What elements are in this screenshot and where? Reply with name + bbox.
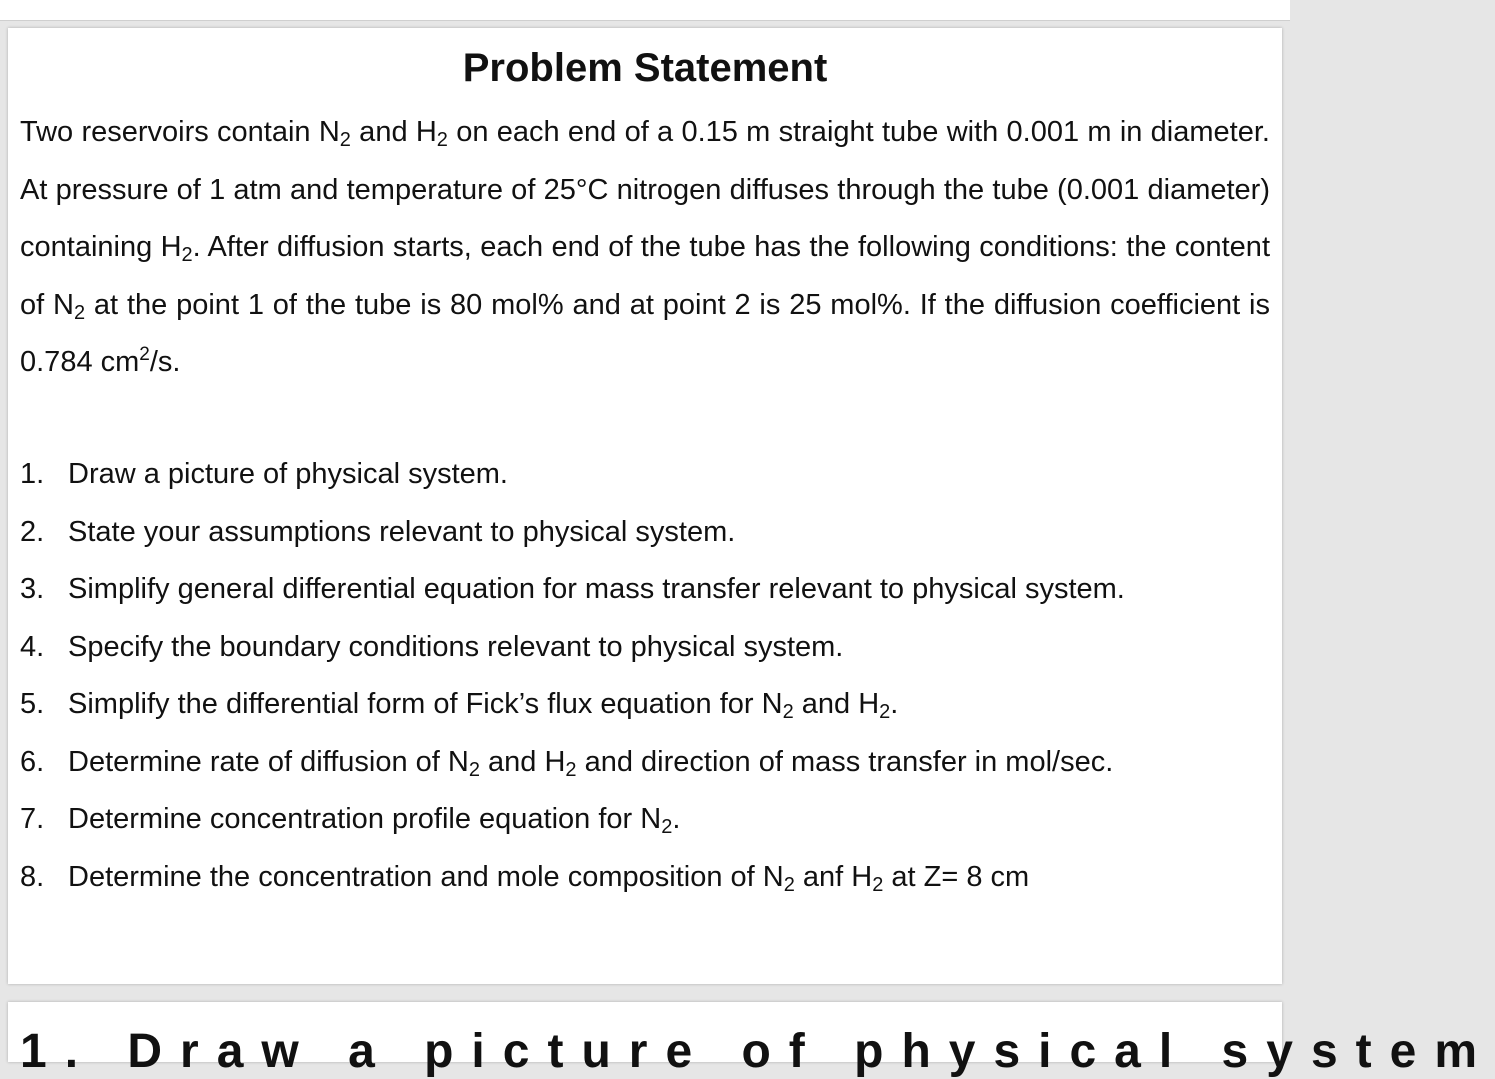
- list-number: 8.: [20, 860, 45, 893]
- para-text: and H: [350, 116, 437, 148]
- list-number: 7.: [20, 803, 45, 835]
- list-number: 4.: [20, 630, 45, 663]
- page-title: Problem Statement: [462, 46, 828, 90]
- para-text: Two reservoirs contain N: [20, 116, 340, 148]
- list-text-part: .: [890, 688, 899, 720]
- list-number: 3.: [20, 573, 45, 605]
- list-text-part: .: [672, 803, 681, 835]
- para-subscript: 2: [73, 301, 86, 324]
- viewer-top-bar: [0, 0, 1290, 21]
- list-text: [68, 791, 680, 849]
- steps-list: [20, 446, 1270, 906]
- list-subscript: 2: [565, 758, 577, 781]
- list-text-part: Determine rate of diffusion of N: [68, 745, 469, 778]
- list-text-part: anf H: [794, 860, 873, 893]
- list-text-part: Determine the concentration and mole composition of N: [68, 860, 784, 893]
- list-subscript: 2: [468, 758, 480, 781]
- list-subscript: 2: [661, 816, 673, 838]
- list-text-part: and H: [479, 745, 566, 778]
- list-number: 1.: [20, 458, 45, 490]
- next-page-heading-partial: 1. Draw a picture of physical system: [20, 1025, 1495, 1078]
- list-text-part: and direction of mass transfer in mol/sec.: [576, 745, 1114, 778]
- problem-paragraph: [20, 104, 1270, 392]
- list-item: [20, 734, 1270, 792]
- list-number: 6.: [20, 745, 45, 778]
- list-text-part: Determine concentration profile equation for N: [68, 803, 662, 835]
- document-page: [8, 28, 1282, 984]
- list-number: 5.: [20, 688, 45, 720]
- list-text: State your assumptions relevant to physical system.: [68, 515, 736, 548]
- para-subscript: 2: [181, 244, 193, 266]
- para-text: at the point 1 of the tube is 80 mol% and at point 2 is 25 mol%. If the diffusion coefficient is 0.784 cm: [20, 288, 1270, 378]
- list-text: [68, 734, 1113, 792]
- para-subscript: 2: [436, 129, 448, 151]
- list-subscript: 2: [879, 701, 891, 723]
- list-text-part: at Z= 8 cm: [883, 860, 1030, 893]
- para-text: /s.: [149, 346, 181, 378]
- list-text: Draw a picture of physical system.: [68, 458, 508, 490]
- list-number: 2.: [20, 515, 45, 548]
- list-subscript: 2: [782, 701, 794, 723]
- list-text: [68, 676, 898, 734]
- list-item: [20, 561, 1270, 619]
- para-text: on each end of a 0.15 m straight tube with 0.001 m in diameter. At pressure of 1 atm and temperature of 25°C nitrogen diffuses through the tube (0.001 diameter) containing H: [20, 116, 1270, 263]
- para-superscript: 2: [139, 344, 150, 365]
- list-text-part: Simplify the differential form of Fick’s flux equation for N: [68, 688, 783, 720]
- list-item: [20, 676, 1270, 734]
- list-item: [20, 504, 1270, 562]
- list-item: [20, 446, 1270, 504]
- list-text: Specify the boundary conditions relevant to physical system.: [68, 630, 844, 663]
- list-item: [20, 619, 1270, 677]
- next-document-page: [8, 1002, 1495, 1078]
- list-item: [20, 791, 1270, 849]
- para-text: . After diffusion starts, each end of the tube has the following conditions: the content of N: [20, 231, 1270, 321]
- list-subscript: 2: [872, 873, 884, 896]
- list-text-part: and H: [793, 688, 880, 720]
- list-item: [20, 849, 1270, 907]
- para-subscript: 2: [339, 129, 351, 151]
- list-text: Simplify general differential equation for mass transfer relevant to physical system.: [68, 573, 1125, 605]
- list-text: [68, 849, 1029, 907]
- list-subscript: 2: [783, 873, 795, 896]
